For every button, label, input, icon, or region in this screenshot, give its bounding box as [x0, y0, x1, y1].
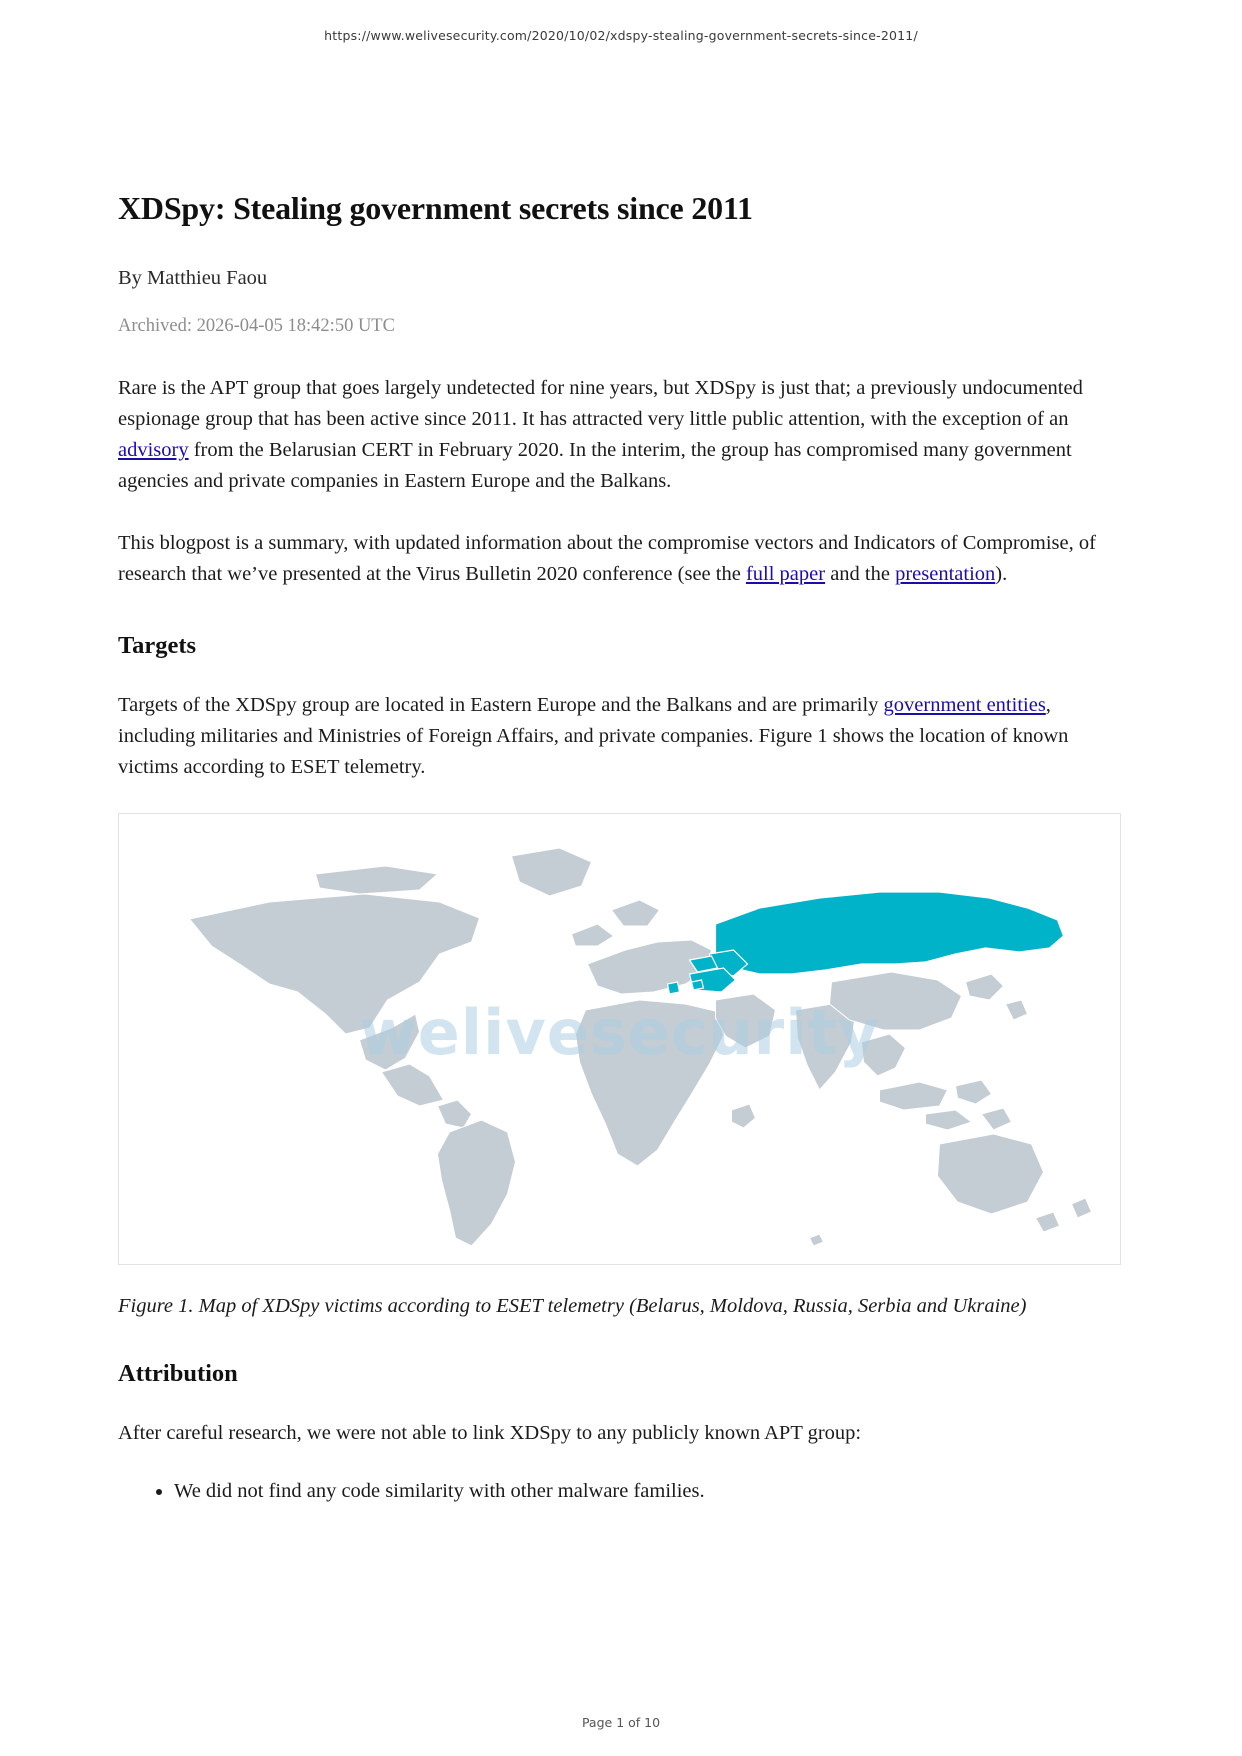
advisory-link[interactable]: advisory	[118, 439, 189, 462]
list-item: • We did not find any code similarity with other malware families.	[174, 1476, 1123, 1507]
figure-caption: Figure 1. Map of XDSpy victims according to ESET telemetry (Belarus, Moldova, Russia, Serbia and Ukraine)	[118, 1295, 1027, 1318]
figure-world-map	[118, 813, 1121, 1265]
article-byline: By Matthieu Faou	[118, 267, 268, 289]
summary-text-part1: This blogpost is a summary, with updated information about the compromise vectors and Indicators of Compromise, of research that we’ve presented at the Virus Bulletin 2020 conference (see the	[118, 531, 1096, 585]
presentation-link[interactable]: presentation	[895, 562, 996, 585]
full-paper-link[interactable]: full paper	[745, 562, 826, 585]
section-heading-targets: Targets	[118, 631, 197, 659]
archive-url: https://www.welivesecurity.com/2020/10/02/xdspy-stealing-government-secrets-since-2011/	[324, 28, 918, 43]
targets-text-part2: , including militaries and Ministries of Foreign Affairs, and private companies. Figure 1 shows the location of known victims according to ESET telemetry.	[118, 693, 1069, 779]
archived-timestamp: Archived: 2026-04-05 18:42:50 UTC	[118, 316, 395, 336]
intro-text-part2: from the Belarusian CERT in February 2020. In the interim, the group has compromised many government agencies and private companies in Eastern Europe and the Balkans.	[118, 439, 1072, 493]
targets-paragraph	[118, 690, 1123, 783]
attribution-paragraph: After careful research, we were not able to link XDSpy to any publicly known APT group:	[118, 1422, 862, 1445]
intro-paragraph	[118, 373, 1123, 498]
summary-text-part3: ).	[995, 562, 1008, 585]
article-content	[118, 190, 1123, 1512]
section-heading-attribution: Attribution	[118, 1360, 238, 1388]
summary-text-part2: and the	[825, 562, 896, 585]
targets-text-part1: Targets of the XDSpy group are located in Eastern Europe and the Balkans and are primarily	[118, 693, 884, 716]
page-title: XDSpy: Stealing government secrets since 2011	[118, 190, 753, 226]
moldova	[692, 980, 704, 990]
intro-text-part1: Rare is the APT group that goes largely undetected for nine years, but XDSpy is just that; a previously undocumented espionage group that has been active since 2011. It has attracted very little public attention, with the exception of an	[118, 377, 1083, 431]
watermark-text: welivesecurity	[359, 996, 880, 1070]
world-map-svg	[119, 814, 1120, 1264]
government-entities-link[interactable]: government entities	[883, 693, 1046, 716]
summary-paragraph	[118, 528, 1123, 590]
attribution-bullet-list	[118, 1476, 1123, 1507]
serbia	[668, 982, 680, 994]
page-footer: Page 1 of 10	[581, 1715, 661, 1730]
